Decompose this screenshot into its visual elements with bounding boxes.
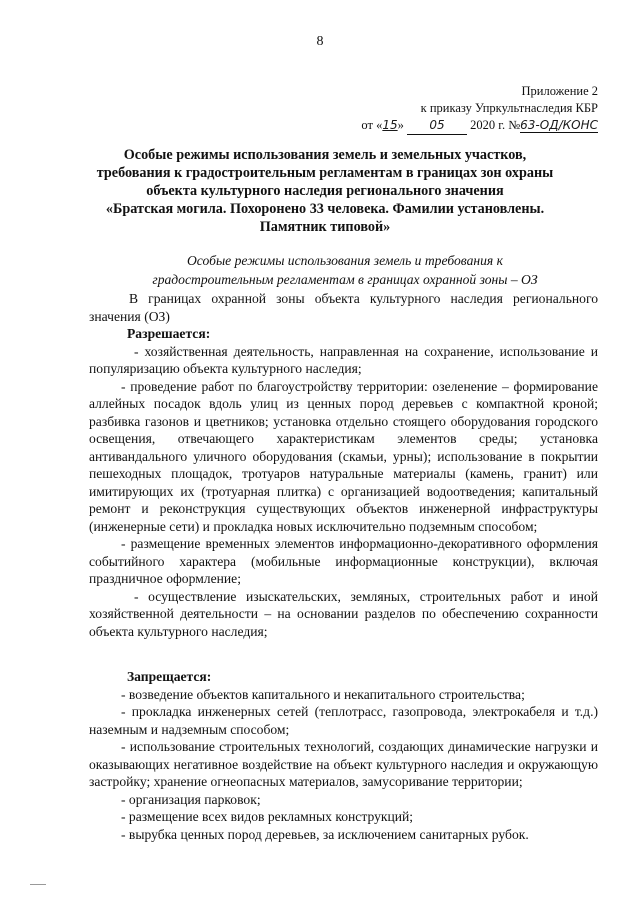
title-line: Особые режимы использования земель и земельных участков, [123,147,527,163]
date-month: 05 [407,117,467,135]
subtitle-line: градостроительным регламентам в границах охранной зоны – ОЗ [152,272,538,287]
appendix-date-line [361,117,598,135]
title-line: Памятник типовой» [259,219,391,235]
allowed-item: - хозяйственная деятельность, направленная на сохранение, использование и популяризацию объекта культурного наследия; [89,343,598,376]
date-prefix: от « [361,118,383,132]
forbidden-item: - вырубка ценных пород деревьев, за исключением санитарных рубок. [121,826,529,842]
forbidden-item: - организация парковок; [121,791,261,807]
forbidden-item: - возведение объектов капитального и некапитального строительства; [121,686,525,702]
title-line: «Братская могила. Похоронено 33 человека. Фамилии установлены. [105,201,545,217]
footer-rule [30,884,46,885]
allowed-item: - проведение работ по благоустройству территории: озеленение – формирование аллейных посадок вдоль улиц из ценных пород деревьев с компактной кроной; разбивка газонов и цветников; установка отдельно стоящего оборудования городского освещения, отвечающего характеристикам элементов среды; установка антивандального уличного оборудования (скамьи, урны); использование в покрытии пешеходных площадок, тротуаров натуральные материалы (камень, гранит) или имитирующих их (тротуарная плитка) с организацией водоотведения; капитальный ремонт и реконструкция существующих объектов инженерной инфраструктуры (инженерные сети) и прокладка новых исключительно подземным способом; [89,378,598,534]
order-number: 63-ОД/КОНС [520,118,598,132]
forbidden-heading: Запрещается: [127,669,212,684]
date-year: 2020 г. № [467,118,521,132]
appendix-title: Приложение 2 [521,84,598,98]
appendix-order: к приказу Упркультнаследия КБР [420,101,598,115]
title-line: объекта культурного наследия регионального значения [146,183,504,199]
allowed-item: - осуществление изыскательских, земляных, строительных работ и иной хозяйственной деятельности – на основании разделов по обеспечению сохранности объекта культурного наследия; [89,588,598,639]
title-line: требования к градостроительным регламентам в границах зон охраны [96,165,554,181]
section-subtitle [120,251,570,289]
allowed-item: - размещение временных элементов информационно-декоративного оформления событийного характера (мобильные информационные конструкции), включая праздничное оформление; [89,536,598,586]
document-title [90,146,560,236]
forbidden-item: - размещение всех видов рекламных конструкций; [121,809,414,824]
allowed-heading: Разрешается: [127,326,211,341]
forbidden-item: - прокладка инженерных сетей (теплотрасс, газопровода, электрокабеля и т.д.) наземным и надземным способом; [89,704,598,737]
page-number: 8 [316,34,324,49]
appendix-block [361,83,598,135]
document-body [89,290,598,843]
forbidden-item: - использование строительных технологий, создающих динамические нагрузки и оказывающих негативное воздействие на объект культурного наследия и окружающую застройку; хранение огнеопасных материалов, замусоривание территории; [89,739,598,789]
date-day: 15 [382,118,398,132]
date-mid: » [397,118,407,132]
intro-paragraph: В границах охранной зоны объекта культурного наследия регионального значения (ОЗ) [89,291,598,324]
subtitle-line: Особые режимы использования земель и требования к [186,253,504,268]
